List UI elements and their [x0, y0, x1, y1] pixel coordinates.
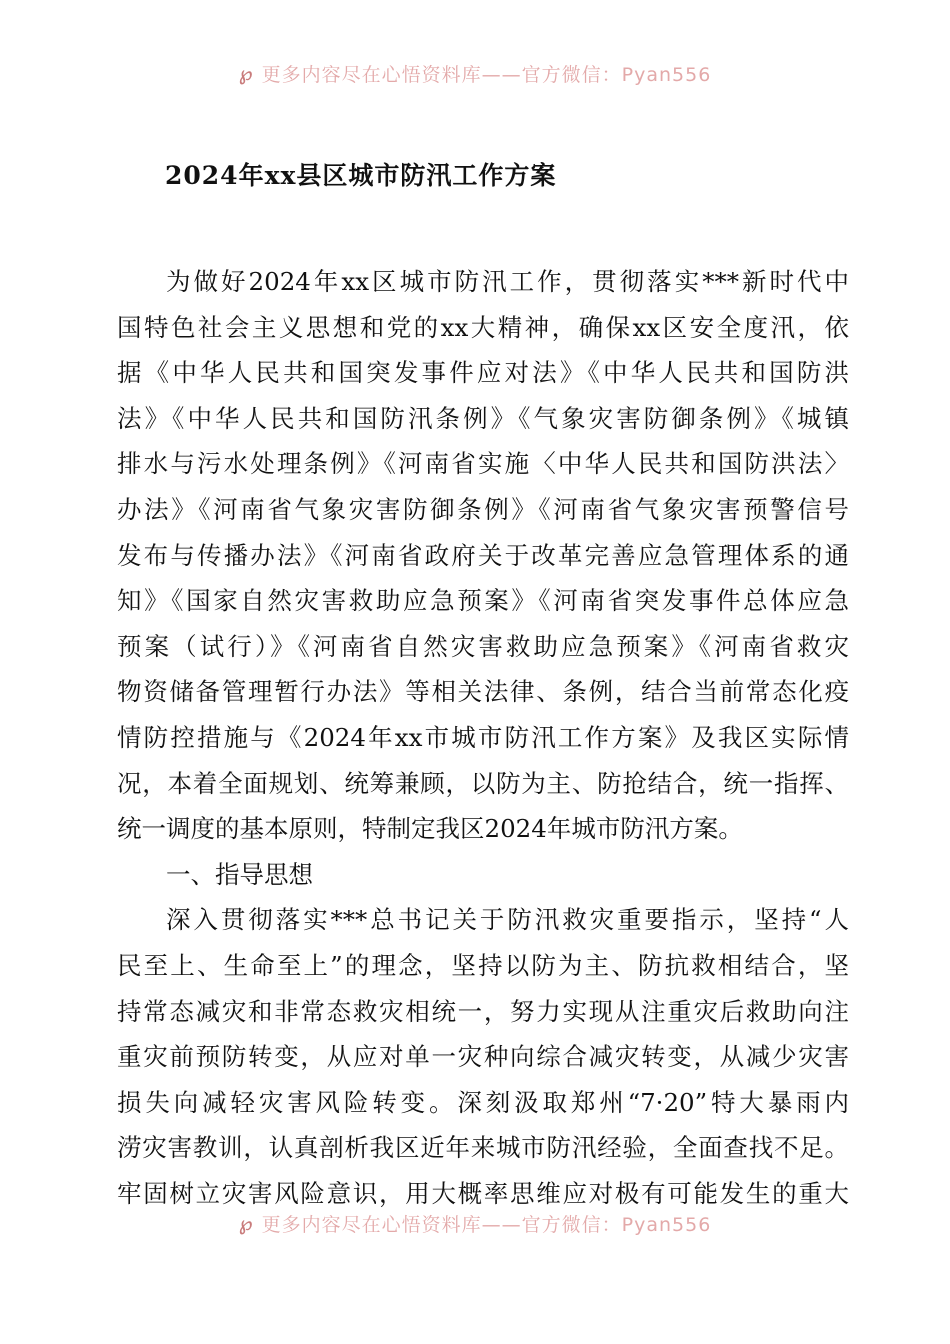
text-line: 情防控措施与《2024年xx市城市防汛工作方案》及我区实际情 [117, 722, 849, 752]
text-line: 知》《国家自然灾害救助应急预案》《河南省突发事件总体应急 [117, 586, 849, 616]
watermark-footer [0, 1208, 950, 1238]
document-body [117, 259, 849, 1216]
logo-icon: ℘ [238, 61, 254, 85]
text-line: 国特色社会主义思想和党的xx大精神，确保xx区安全度汛，依 [117, 312, 849, 342]
text-line: 统一调度的基本原则，特制定我区2024年城市防汛方案。 [117, 814, 743, 844]
text-line: 重灾前预防转变，从应对单一灾种向综合减灾转变，从减少灾害 [117, 1042, 849, 1072]
text-line: 涝灾害教训，认真剖析我区近年来城市防汛经验，全面查找不足。 [117, 1133, 849, 1163]
document-title: 2024年xx县区城市防汛工作方案 [165, 161, 557, 190]
text-line: 排水与污水处理条例》《河南省实施〈中华人民共和国防洪法〉 [117, 449, 849, 479]
logo-icon: ℘ [238, 1211, 254, 1235]
header-text: 更多内容尽在心悟资料库——官方微信：Pyan556 [261, 63, 712, 86]
text-line: 损失向减轻灾害风险转变。深刻汲取郑州“7·20”特大暴雨内 [117, 1087, 849, 1117]
text-line: 据《中华人民共和国突发事件应对法》《中华人民共和国防洪 [117, 358, 849, 388]
text-line: 民至上、生命至上”的理念，坚持以防为主、防抗救相结合，坚 [117, 950, 849, 980]
text-line: 牢固树立灾害风险意识，用大概率思维应对极有可能发生的重大 [117, 1178, 849, 1208]
section-heading: 一、指导思想 [166, 859, 313, 889]
footer-text: 更多内容尽在心悟资料库——官方微信：Pyan556 [261, 1213, 712, 1236]
text-line: 发布与传播办法》《河南省政府关于改革完善应急管理体系的通 [117, 540, 849, 570]
text-line: 办法》《河南省气象灾害防御条例》《河南省气象灾害预警信号 [117, 494, 849, 524]
watermark-header [0, 58, 950, 88]
text-line: 物资储备管理暂行办法》等相关法律、条例，结合当前常态化疫 [117, 677, 849, 707]
text-line: 况，本着全面规划、统筹兼顾，以防为主、防抢结合，统一指挥、 [117, 768, 849, 798]
text-line: 为做好2024年xx区城市防汛工作，贯彻落实***新时代中 [166, 267, 849, 296]
text-line: 预案（试行）》《河南省自然灾害救助应急预案》《河南省救灾 [117, 631, 849, 661]
text-line: 深入贯彻落实***总书记关于防汛救灾重要指示，坚持“人 [166, 905, 849, 935]
text-line: 持常态减灾和非常态救灾相统一，努力实现从注重灾后救助向注 [117, 996, 849, 1026]
text-line: 法》《中华人民共和国防汛条例》《气象灾害防御条例》《城镇 [117, 403, 849, 433]
